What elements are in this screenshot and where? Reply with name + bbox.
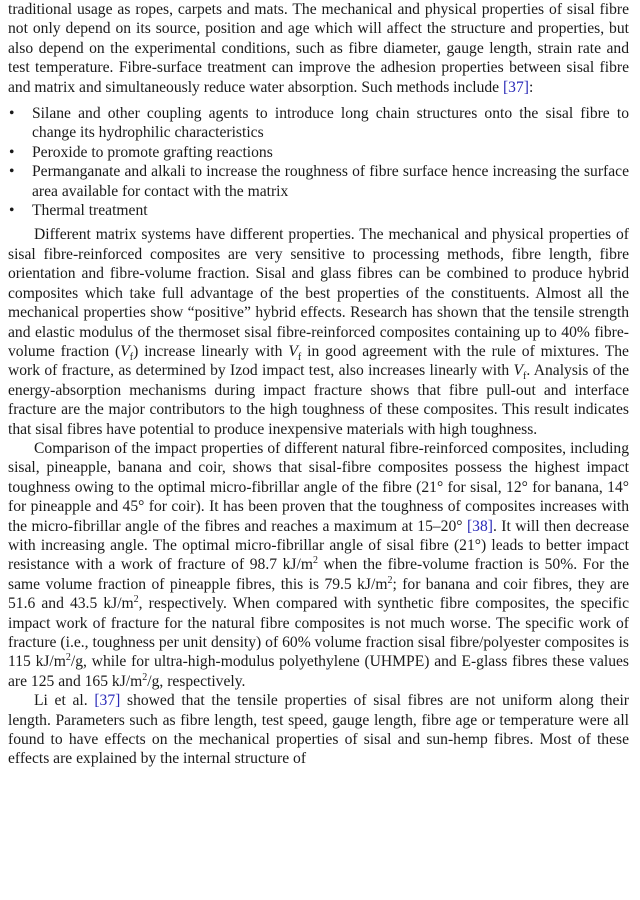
paragraph-text: in good agreement with the rule of mixtures. The work of fracture, as determined by Izod impact test, also increases linearly with: [8, 342, 629, 380]
paragraph-text: . Analysis of the energy-absorption mechanisms during impact fracture shows that fibre pull-out and interface fracture are the major contributors to the high toughness of these composites. This result indicates that sisal fibres have potential to produce inexpensive materials with high toughness.: [8, 362, 629, 438]
bullet-icon: •: [9, 202, 15, 220]
paragraph-text: /g, respectively.: [147, 672, 246, 690]
document-page: [8, 0, 629, 769]
variable-subscript: f: [129, 352, 134, 364]
paragraph-text: /g, while for ultra-high-modulus polyethylene (UHMPE) and E-glass fibres these values are 125 and 165 kJ/m: [8, 653, 630, 690]
citation-link-38[interactable]: [38]: [466, 517, 493, 535]
paragraph-text: :: [528, 78, 534, 96]
superscript: 2: [65, 652, 71, 664]
paragraph-text: showed that the tensile properties of sisal fibres are not uniform along their length. Parameters such as fibre length, test speed, gauge length, fibre age or temperature were all found to have effects on the mechanical properties of sisal and sun-hemp fibres. Most of these effects are explained by the internal structure of: [8, 692, 629, 768]
paragraph-text: Li et al.: [34, 692, 95, 710]
superscript: 2: [142, 671, 148, 683]
bullet-icon: •: [9, 105, 15, 123]
paragraph-text: . It will then decrease with increasing angle. The optimal micro-fibrillar angle of sisal fibre (21°) leads to better impact resistance with a work of fracture of 98.7 kJ/m: [8, 517, 629, 574]
list-item-text: Thermal treatment: [32, 202, 148, 220]
citation-link-37[interactable]: [37]: [94, 692, 121, 710]
variable-subscript: f: [523, 371, 527, 383]
variable-symbol: V: [120, 342, 130, 360]
superscript: 2: [312, 555, 318, 567]
list-item: [8, 104, 629, 143]
citation-link-37[interactable]: [37]: [502, 78, 529, 96]
variable-symbol: V: [288, 342, 298, 360]
paragraph-text: Different matrix systems have different properties. The mechanical and physical properties of sisal fibre-reinforced composites are very sensitive to processing methods, fibre length, fibre orientation and fibre-volume fraction. Sisal and glass fibres can be combined to produce hybrid composites which take full advantage of the best properties of the constituents. Almost all the mechanical properties show “positive” hybrid effects. Research has shown that the tensile strength and elastic modulus of the thermoset sisal fibre-reinforced composites containing up to 40% fibre-volume fraction (: [8, 226, 629, 360]
paragraph-matrix-systems: [8, 225, 629, 438]
paragraph-text: Comparison of the impact properties of different natural fibre-reinforced composites, including sisal, pineapple, banana and coir, shows that sisal-fibre composites possess the highest impact toughness owing to the optimal micro-fibrillar angle of the fibre (21° for sisal, 12° for banana, 14° for pineapple and 45° for coir). It has been proven that the toughness of composites increases with the micro-fibrillar angle of the fibres and reaches a maximum at 15–20°: [8, 439, 629, 535]
bullet-icon: •: [9, 163, 15, 181]
superscript: 2: [387, 574, 393, 586]
paragraph-impact-properties: [8, 439, 629, 691]
paragraph-tensile-properties: [8, 691, 629, 769]
paragraph-text: ; for banana and coir fibres, they are 51.6 and 43.5 kJ/m: [8, 575, 629, 613]
paragraph-text: when the fibre-volume fraction is 50%. For the same volume fraction of pineapple fibres, this is 79.5 kJ/m: [8, 556, 629, 593]
variable-symbol: V: [513, 362, 524, 380]
list-item-text: Permanganate and alkali to increase the roughness of fibre surface hence increasing the surface area available for contact with the matrix: [32, 163, 629, 200]
list-item-text: Silane and other coupling agents to introduce long chain structures onto the sisal fibre to change its hydrophilic characteristics: [32, 105, 629, 142]
paragraph-text: ) increase linearly with: [133, 342, 289, 360]
list-item: [8, 143, 629, 162]
paragraph-text: , respectively. When compared with synthetic fibre composites, the specific impact work of fracture for the natural fibre composites is not much worse. The specific work of fracture (i.e., toughness per unit density) of 60% volume fraction sisal fibre/polyester composites is 115 kJ/m: [8, 595, 629, 671]
variable-subscript: f: [297, 352, 302, 364]
list-item-text: Peroxide to promote grafting reactions: [32, 143, 273, 161]
list-item: [8, 201, 629, 220]
superscript: 2: [133, 594, 139, 605]
bullet-icon: •: [9, 143, 15, 161]
list-item: [8, 162, 629, 201]
surface-treatment-list: [8, 104, 629, 220]
paragraph-fibre-properties: [8, 0, 629, 97]
paragraph-text: traditional usage as ropes, carpets and mats. The mechanical and physical properties of sisal fibre not only depend on its source, position and age which will affect the structure and properties, but also depend on the experimental conditions, such as fibre diameter, gauge length, strain rate and test temperature. Fibre-surface treatment can improve the adhesion properties between sisal fibre and matrix and simultaneously reduce water absorption. Such methods include: [8, 1, 629, 96]
